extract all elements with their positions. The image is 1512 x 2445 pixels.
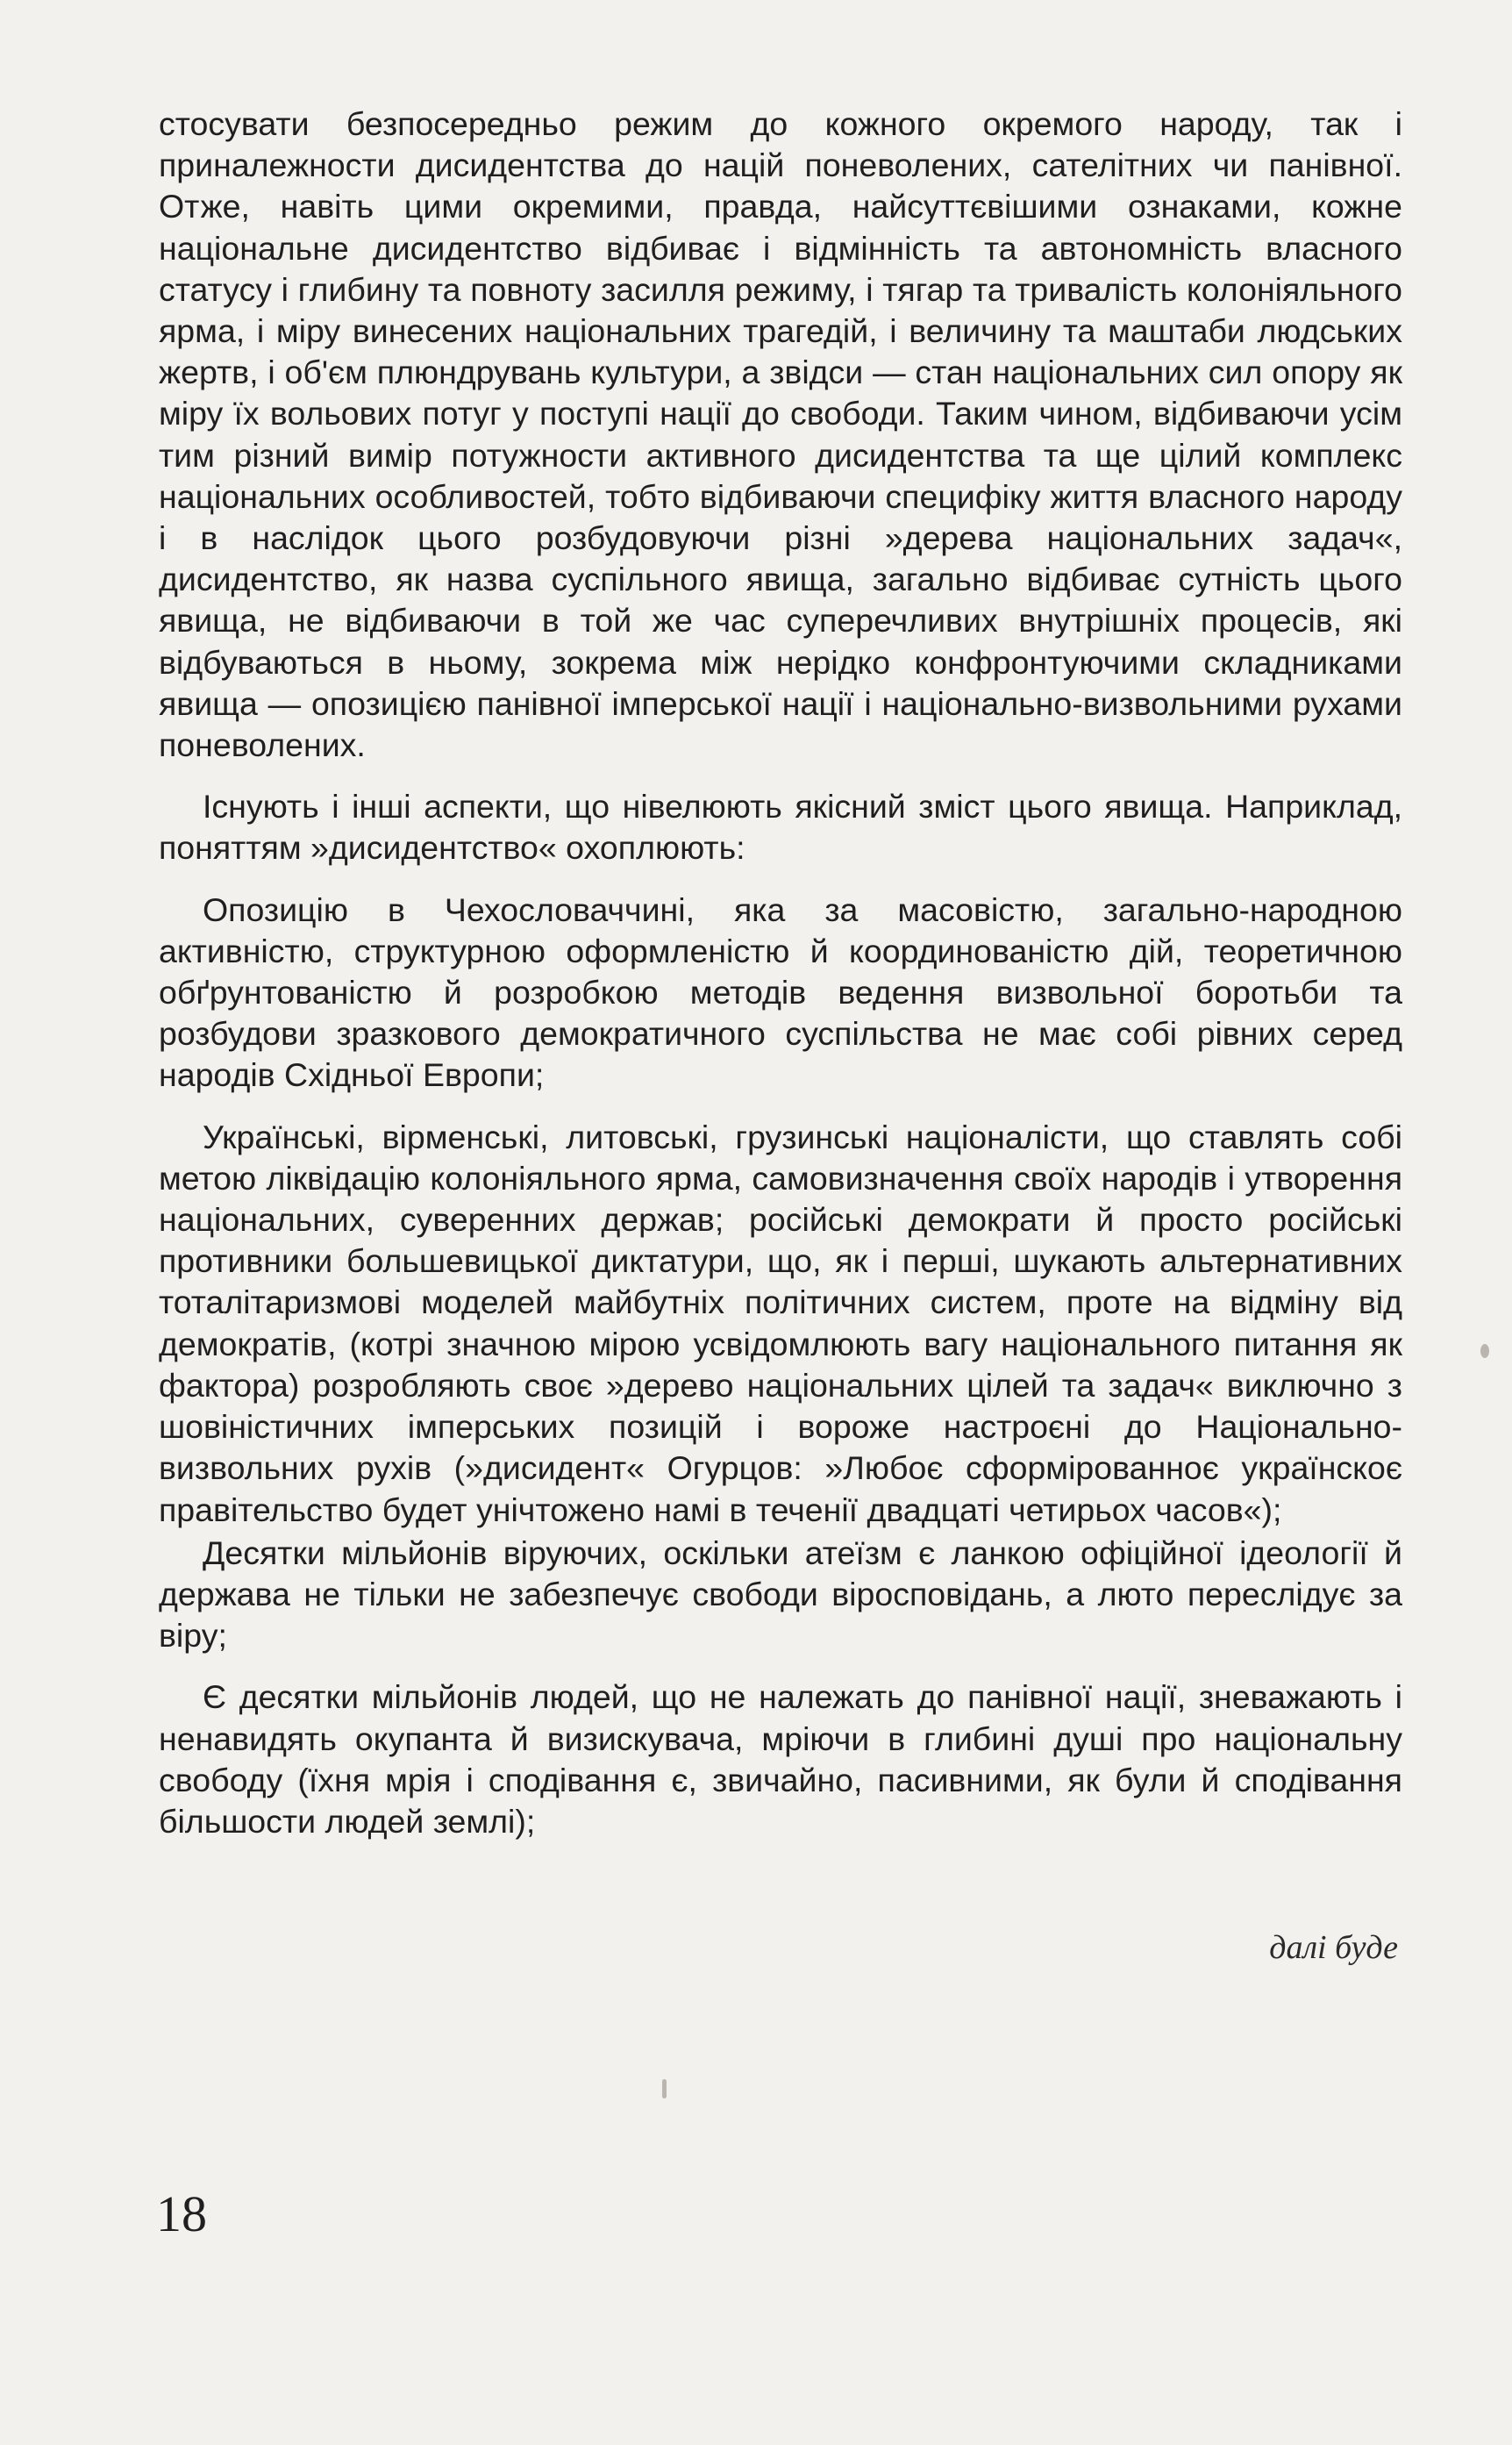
paragraph-2: Існують і інші аспекти, що нівелюють якісний зміст цього явища. Наприклад, поняттям »дисидентство« охоплюють: xyxy=(159,788,1402,867)
paragraph-3: Опозицію в Чехословаччині, яка за масовістю, загально-народною активністю, структурною оформленістю й координованістю дій, теоретичною обґрунтованістю й розробкою методів ведення визвольної боротьби та розбудови зразкового демократичного суспільства не має собі рівних серед народів Східньої Европи; xyxy=(159,890,1402,1094)
continued-label: далі буде xyxy=(1269,1929,1398,1966)
page-number: 18 xyxy=(156,2185,207,2242)
paragraph-6: Є десятки мільйонів людей, що не належать до панівної нації, зневажають і ненавидять окупанта й визискувача, мріючи в глибині душі про національну свободу (їхня мрія і сподівання є, звичайно, пасивними, як були й сподівання більшости людей землі); xyxy=(159,1678,1402,1840)
paragraph-1: стосувати безпосередньо режим до кожного окремого народу, так і приналежности дисидентства до націй поневолених, сателітних чи панівної. Отже, навіть цими окремими, правда, найсуттєвішими ознаками, кожне національне дисидентство відбиває і відмінність та автономність власного статусу і глибину та повноту засилля режиму, і тягар та тривалість колоніяльного ярма, і міру винесених національних трагедій, і величину та маштаби людських жертв, і об'єм плюндрувань культури, а звідси — стан національних сил опору як міру їх вольових потуг у поступі нації до свободи. Таким чином, відбиваючи усім тим різний вимір потужности активного дисидентства та ще цілий комплекс національних особливостей, тобто відбиваючи специфіку життя власного народу і в наслідок цього розбудовуючи різні »дерева національних задач«, дисидентство, як назва суспільного явища, загально відбиває сутність цього явища, не відбиваючи в той же час суперечливих внутрішніх процесів, які відбуваються в ньому, зокрема між нерідко конфронтуючими складниками явища — опозицією панівної імперської нації і національно-визвольними рухами поневолених. xyxy=(159,105,1402,764)
paragraph-5: Десятки мільйонів віруючих, оскільки атеїзм є ланкою офіційної ідеології й держава не тільки не забезпечує свободи віросповідань, а люто переслідує за віру; xyxy=(159,1533,1402,1655)
paper-speck xyxy=(1480,1344,1489,1358)
paper-speck xyxy=(662,2079,667,2098)
body-text xyxy=(159,104,1402,1842)
paragraph-4: Українські, вірменські, литовські, грузинські націоналісти, що ставлять собі метою ліквідацію колоніяльного ярма, самовизначення своїх народів і утворення національних, суверенних держав; російські демократи й просто російські противники большевицької диктатури, що, як і перші, шукають альтернативних тоталітаризмові моделей майбутніх політичних систем, проте на відміну від демократів, (котрі значною мірою усвідомлюють вагу національного питання як фактора) розробляють своє »дерево національних цілей та задач« виключно з шовіністичних імперських позицій і вороже настроєні до Національно-визвольних рухів (»дисидент« Огурцов: »Любоє сформірованноє українскоє правітельство будет унічтожено намі в теченії двадцаті четирьох часов«); xyxy=(159,1118,1402,1528)
